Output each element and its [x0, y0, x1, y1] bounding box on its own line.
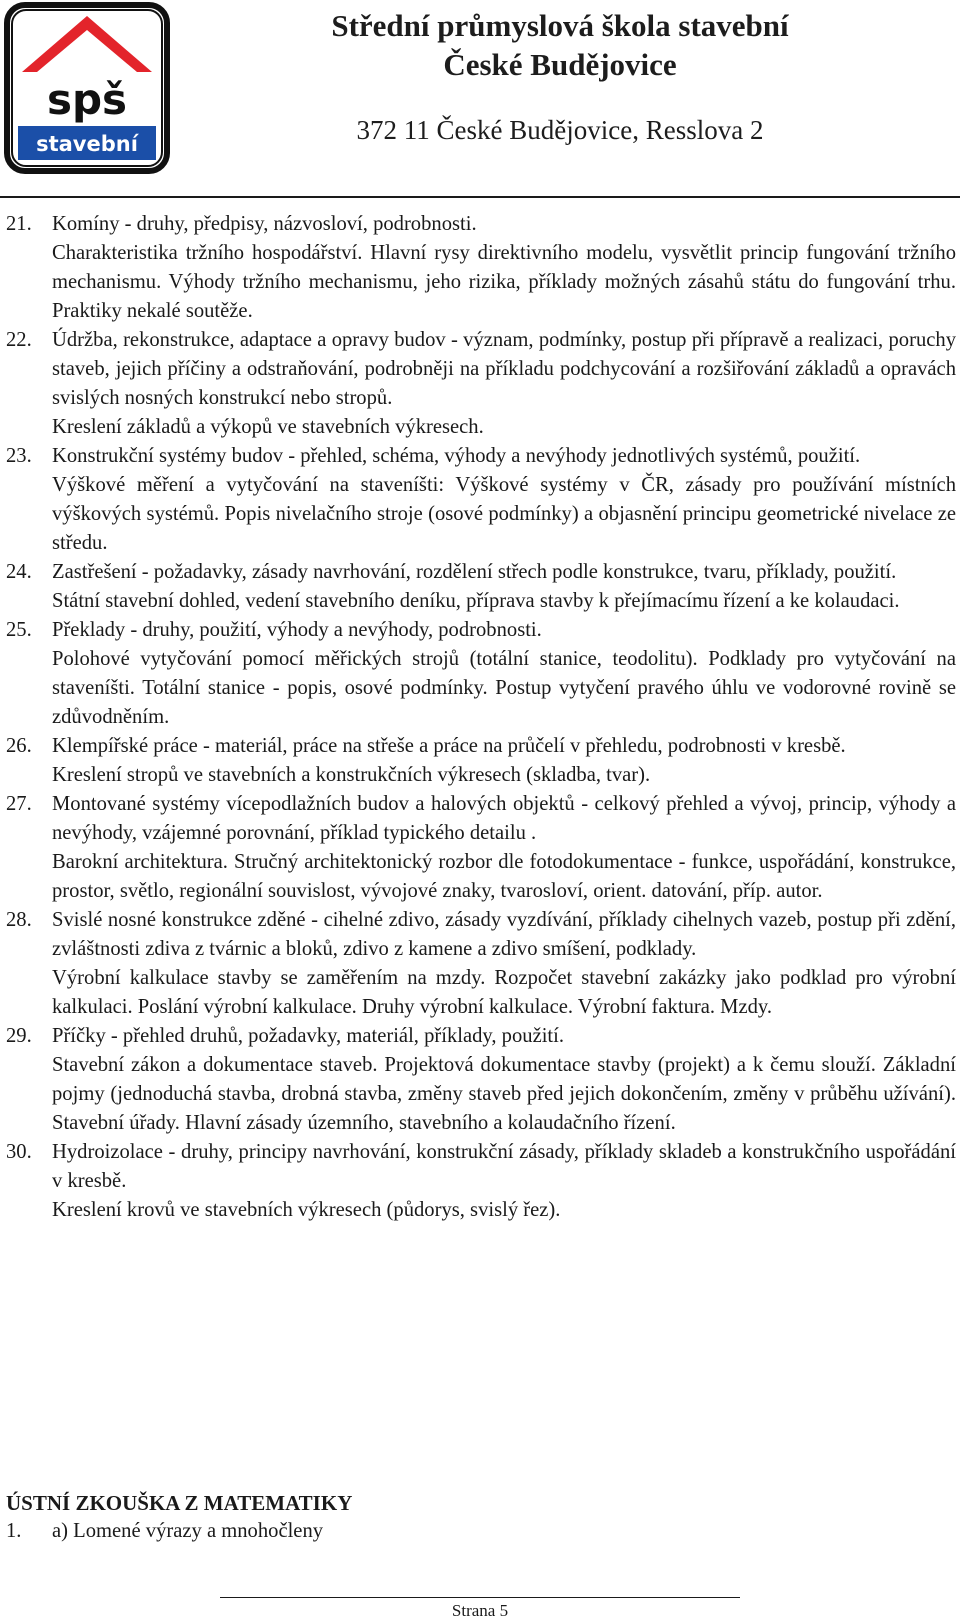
school-name-line2: České Budějovice — [443, 47, 677, 82]
topic-text: Klempířské práce - materiál, práce na střeše a práce na průčelí v přehledu, podrobnosti v kresbě. — [52, 735, 846, 757]
topic-item — [0, 1022, 956, 1138]
topic-text: Montované systémy vícepodlažních budov a halových objektů - celkový přehled a vývoj, princip, výhody a nevýhody, vzájemné porovnání, příklad typického detailu . — [52, 793, 956, 844]
topic-text: Komíny - druhy, předpisy, názvosloví, podrobnosti. — [52, 213, 477, 235]
topic-text: Zastřešení - požadavky, zásady navrhování, rozdělení střech podle konstrukce, tvaru, příklady, použití. — [52, 561, 897, 583]
school-address: 372 11 České Budějovice, Resslova 2 — [356, 115, 764, 145]
logo-caption: stavební — [36, 132, 138, 156]
topic-text: Polohové vytyčování pomocí měřických strojů (totální stanice, teodolitu). Podklady pro vytyčování na staveníšti. Totální stanice - popis, osové podmínky. Postup vytyčení pravého úhlu ve vodorovné rovině se zdůvodněním. — [52, 648, 956, 728]
page-number: Strana 5 — [451, 1601, 509, 1620]
topic-item — [0, 616, 956, 732]
topic-text: Výškové měření a vytyčování na staveníšti: Výškové systémy v ČR, zásady pro používání místních výškových systémů. Popis nivelačního stroje (osové podmínky) a objasnění principu geometrické nivelace ze středu. — [52, 474, 956, 554]
exam-topic-list — [0, 210, 956, 1225]
topic-number: 25. — [6, 619, 32, 641]
topic-text: Svislé nosné konstrukce zděné - cihelné zdivo, zásady vyzdívání, příklady cihelnych vazeb, postup při zdění, zvláštnosti zdiva z tvárnic a bloků, zdivo z kamene a zdivo smíšení, podklady. — [52, 909, 956, 960]
topic-number: 28. — [6, 909, 32, 931]
topic-number: 21. — [6, 213, 32, 235]
topic-text: Příčky - přehled druhů, požadavky, materiál, příklady, použití. — [52, 1025, 565, 1047]
topic-item — [0, 732, 956, 790]
topic-item — [0, 1517, 956, 1546]
topic-item — [0, 326, 956, 442]
header-divider — [0, 196, 960, 198]
topic-item — [0, 1138, 956, 1225]
topic-number: 1. — [6, 1520, 22, 1542]
topic-item — [0, 210, 956, 326]
topic-number: 26. — [6, 735, 32, 757]
topic-text: Konstrukční systémy budov - přehled, schéma, výhody a nevýhody jednotlivých systémů, použití. — [52, 445, 861, 467]
topic-text: Hydroizolace - druhy, principy navrhování, konstrukční zásady, příklady skladeb a konstrukčního uspořádání v kresbě. — [52, 1141, 956, 1192]
topic-item — [0, 906, 956, 1022]
topic-text: Kreslení stropů ve stavebních a konstrukčních výkresech (skladba, tvar). — [52, 764, 651, 786]
topic-text: Charakteristika tržního hospodářství. Hlavní rysy direktivního modelu, vysvětlit princip fungování tržního mechanismu. Výhody tržního mechanismu, jeho rizika, příklady možných zásahů státu do fungování trhu. Praktiky nekalé soutěže. — [52, 242, 956, 322]
logo-letters: spš — [46, 75, 128, 124]
topic-number: 27. — [6, 793, 32, 815]
topic-number: 22. — [6, 329, 32, 351]
topic-text: Stavební zákon a dokumentace staveb. Projektová dokumentace stavby (projekt) a k čemu slouží. Základní pojmy (jednoduchá stavba, drobná stavba, změny staveb před jejich dokončením, změny v průběhu užívání). Stavební úřady. Hlavní zásady územního, stavebního a kolaudačního řízení. — [52, 1054, 956, 1134]
math-topic-list — [0, 1517, 956, 1546]
topic-text: Údržba, rekonstrukce, adaptace a opravy budov - význam, podmínky, postup při přípravě a realizaci, poruchy staveb, jejich příčiny a odstraňování, podrobněji na příkladu podchycování a rozšiřování základů a opravách svislých nosných konstrukcí nebo stropů. — [52, 329, 956, 409]
topic-text: a) Lomené výrazy a mnohočleny — [52, 1520, 324, 1542]
page-header — [0, 0, 960, 180]
topic-text: Státní stavební dohled, vedení stavebního deníku, příprava stavby k přejímacímu řízení a ke kolaudaci. — [52, 590, 900, 612]
topic-text: Barokní architektura. Stručný architektonický rozbor dle fotodokumentace - funkce, uspořádání, konstrukce, prostor, světlo, regionální souvislost, vývojové znaky, tvarosloví, orient. datování, příp. autor. — [52, 851, 956, 902]
topic-text: Překlady - druhy, použití, výhody a nevýhody, podrobnosti. — [52, 619, 542, 641]
topic-number: 29. — [6, 1025, 32, 1047]
topic-item — [0, 558, 956, 616]
topic-number: 24. — [6, 561, 32, 583]
topic-text: Kreslení krovů ve stavebních výkresech (půdorys, svislý řez). — [52, 1199, 561, 1221]
topic-text: Kreslení základů a výkopů ve stavebních výkresech. — [52, 416, 484, 438]
topic-item — [0, 790, 956, 906]
topic-number: 23. — [6, 445, 32, 467]
footer-divider — [220, 1597, 740, 1598]
section-heading-math: ÚSTNÍ ZKOUŠKA Z MATEMATIKY — [6, 1491, 353, 1515]
school-logo — [4, 2, 170, 174]
school-name-line1: Střední průmyslová škola stavební — [331, 8, 789, 43]
school-name — [240, 6, 880, 84]
topic-number: 30. — [6, 1141, 32, 1163]
topic-text: Výrobní kalkulace stavby se zaměřením na mzdy. Rozpočet stavební zakázky jako podklad pro výrobní kalkulaci. Poslání výrobní kalkulace. Druhy výrobní kalkulace. Výrobní faktura. Mzdy. — [52, 967, 956, 1018]
topic-item — [0, 442, 956, 558]
